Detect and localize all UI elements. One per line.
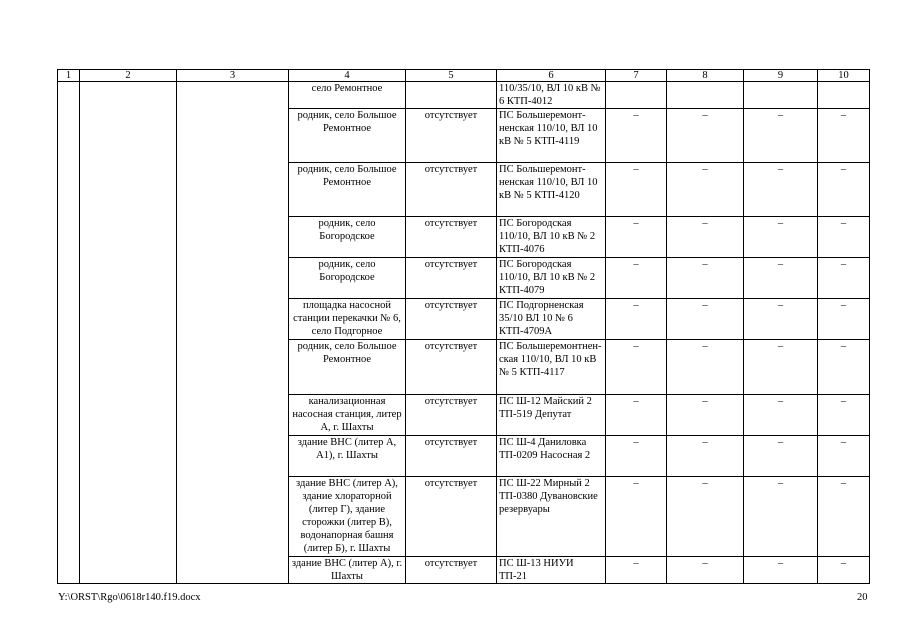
- value-cell: –: [744, 395, 818, 436]
- location-cell: здание ВНС (литер А), г. Шахты: [289, 557, 406, 584]
- value-cell: [744, 82, 818, 109]
- status-cell: отсутствует: [406, 477, 497, 557]
- col-header: 7: [606, 70, 667, 82]
- location-cell: родник, село Большое Ремонтное: [289, 340, 406, 395]
- value-cell: –: [667, 163, 744, 217]
- col-header: 10: [818, 70, 870, 82]
- value-cell: –: [818, 340, 870, 395]
- value-cell: –: [744, 217, 818, 258]
- substation-cell: ПС Ш-12 Майский 2 ТП-519 Депутат: [497, 395, 606, 436]
- value-cell: –: [606, 340, 667, 395]
- col-header: 6: [497, 70, 606, 82]
- value-cell: –: [606, 436, 667, 477]
- value-cell: –: [818, 217, 870, 258]
- value-cell: –: [667, 299, 744, 340]
- value-cell: –: [667, 395, 744, 436]
- col-header: 9: [744, 70, 818, 82]
- data-table: [57, 69, 870, 584]
- substation-cell: ПС Богородская 110/10, ВЛ 10 кВ № 2 КТП-4076: [497, 217, 606, 258]
- value-cell: –: [606, 163, 667, 217]
- value-cell: –: [606, 258, 667, 299]
- value-cell: –: [818, 258, 870, 299]
- value-cell: –: [818, 299, 870, 340]
- value-cell: –: [744, 299, 818, 340]
- header-row: [58, 70, 870, 82]
- col-header: 4: [289, 70, 406, 82]
- status-cell: отсутствует: [406, 258, 497, 299]
- value-cell: –: [606, 109, 667, 163]
- value-cell: [667, 82, 744, 109]
- status-cell: отсутствует: [406, 109, 497, 163]
- substation-cell: ПС Большеремонт-ненская 110/10, ВЛ 10 кВ № 5 КТП-4119: [497, 109, 606, 163]
- value-cell: [818, 82, 870, 109]
- value-cell: –: [818, 163, 870, 217]
- value-cell: –: [818, 436, 870, 477]
- value-cell: –: [744, 557, 818, 584]
- status-cell: отсутствует: [406, 217, 497, 258]
- status-cell: отсутствует: [406, 163, 497, 217]
- col-header: 1: [58, 70, 80, 82]
- status-cell: отсутствует: [406, 395, 497, 436]
- value-cell: –: [667, 109, 744, 163]
- empty-cell: [58, 82, 80, 584]
- value-cell: –: [606, 557, 667, 584]
- col-header: 5: [406, 70, 497, 82]
- substation-cell: ПС Большеремонт-ненская 110/10, ВЛ 10 кВ № 5 КТП-4120: [497, 163, 606, 217]
- table-row: [58, 82, 870, 109]
- substation-cell: ПС Богородская 110/10, ВЛ 10 кВ № 2 КТП-4079: [497, 258, 606, 299]
- location-cell: канализационная насосная станция, литер А, г. Шахты: [289, 395, 406, 436]
- empty-cell: [80, 82, 177, 584]
- location-cell: село Ремонтное: [289, 82, 406, 109]
- value-cell: –: [606, 395, 667, 436]
- value-cell: –: [818, 477, 870, 557]
- status-cell: отсутствует: [406, 557, 497, 584]
- value-cell: –: [667, 217, 744, 258]
- location-cell: площадка насосной станции перекачки № 6, село Подгорное: [289, 299, 406, 340]
- substation-cell: ПС Подгорненская 35/10 ВЛ 10 № 6 КТП-4709А: [497, 299, 606, 340]
- value-cell: –: [818, 395, 870, 436]
- substation-cell: 110/35/10, ВЛ 10 кВ № 6 КТП-4012: [497, 82, 606, 109]
- value-cell: –: [667, 436, 744, 477]
- empty-cell: [177, 82, 289, 584]
- substation-cell: ПС Ш-22 Мирный 2 ТП-0380 Дувановские резервуары: [497, 477, 606, 557]
- col-header: 8: [667, 70, 744, 82]
- value-cell: –: [818, 557, 870, 584]
- value-cell: –: [744, 258, 818, 299]
- value-cell: [606, 82, 667, 109]
- page-number: 20: [857, 592, 868, 603]
- location-cell: здание ВНС (литер А, А1), г. Шахты: [289, 436, 406, 477]
- status-cell: [406, 82, 497, 109]
- value-cell: –: [744, 477, 818, 557]
- value-cell: –: [744, 436, 818, 477]
- file-path: Y:\ORST\Rgo\0618r140.f19.docx: [58, 592, 201, 603]
- status-cell: отсутствует: [406, 340, 497, 395]
- value-cell: –: [818, 109, 870, 163]
- location-cell: родник, село Большое Ремонтное: [289, 163, 406, 217]
- value-cell: –: [606, 217, 667, 258]
- location-cell: родник, село Большое Ремонтное: [289, 109, 406, 163]
- value-cell: –: [667, 258, 744, 299]
- value-cell: –: [744, 109, 818, 163]
- substation-cell: ПС Большеремонтнен-ская 110/10, ВЛ 10 кВ № 5 КТП-4117: [497, 340, 606, 395]
- status-cell: отсутствует: [406, 436, 497, 477]
- status-cell: отсутствует: [406, 299, 497, 340]
- value-cell: –: [606, 299, 667, 340]
- location-cell: родник, село Богородское: [289, 217, 406, 258]
- value-cell: –: [667, 340, 744, 395]
- value-cell: –: [667, 557, 744, 584]
- value-cell: –: [606, 477, 667, 557]
- col-header: 2: [80, 70, 177, 82]
- location-cell: здание ВНС (литер А), здание хлораторной (литер Г), здание сторожки (литер В), водонапорная башня (литер Б), г. Шахты: [289, 477, 406, 557]
- substation-cell: ПС Ш-4 Даниловка ТП-0209 Насосная 2: [497, 436, 606, 477]
- substation-cell: ПС Ш-13 НИУИ ТП-21: [497, 557, 606, 584]
- location-cell: родник, село Богородское: [289, 258, 406, 299]
- value-cell: –: [744, 340, 818, 395]
- value-cell: –: [667, 477, 744, 557]
- col-header: 3: [177, 70, 289, 82]
- value-cell: –: [744, 163, 818, 217]
